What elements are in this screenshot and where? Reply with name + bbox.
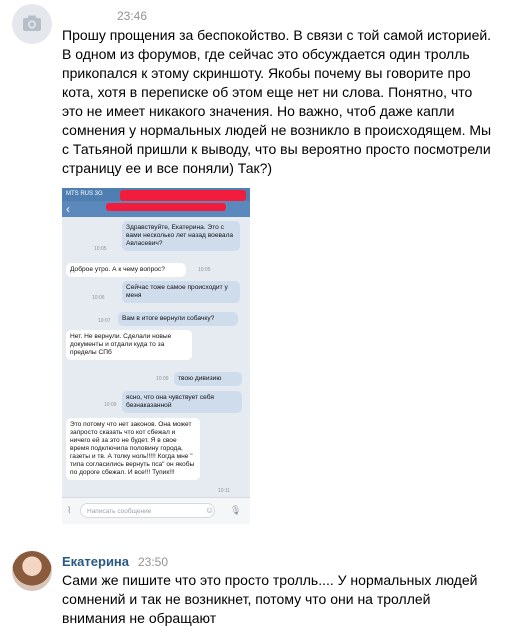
chat-bubble-out: Здравствуйте, Екатерина. Это с вами несколько лет назад воевала Авласевич? xyxy=(122,221,240,251)
chat-bubble-out: Вам в итоге вернули собачку? xyxy=(118,312,238,326)
message-author[interactable]: Екатерина xyxy=(62,554,130,569)
chevron-left-icon: ‹ xyxy=(66,202,70,216)
mic-icon: 🎙 xyxy=(230,505,242,515)
chat-bubble-in: Это потому что нет законов. Она может запросто сказать что кот сбежал и ничего ей за это не будет. Я в свое время подключила половину города, газеты и тв. А толку ноль!!!!! Когда мне " типа согласились вернуть пса" он якобы по дороге сбежал. И все!!! Тупик!!! xyxy=(66,418,200,480)
chat-bubble-time: 10:05 xyxy=(94,246,107,252)
chat-bubble-time: 10:05 xyxy=(198,267,211,273)
attached-screenshot[interactable] xyxy=(62,188,250,524)
redaction-mark xyxy=(106,203,226,211)
chat-bubble-time: 10:06 xyxy=(92,295,105,301)
carrier-label: MTS RUS 3G xyxy=(66,191,103,197)
chat-bubble-in: Доброе утро. А к чему вопрос? xyxy=(66,263,186,277)
chat-bubble-time: 10:09 xyxy=(104,402,117,408)
smile-icon: ☺ xyxy=(205,505,215,515)
camera-icon xyxy=(12,4,52,44)
message-text: Сами же пишите что это просто тролль.... У нормальных людей сомнений и так не возникнет, потому что они на троллей внимания не обращают xyxy=(62,572,478,626)
message-input: Написать сообщение xyxy=(80,503,215,518)
paperclip-icon: ⌇ xyxy=(67,505,72,515)
chat-bubble-out: Сейчас тоже самое происходит у меня xyxy=(122,281,240,303)
chat-bubble-out: твою дивизию xyxy=(174,372,242,386)
phone-input-bar xyxy=(62,497,250,524)
chat-bubble-out: ясно, что она чувствует себя безнаказанной xyxy=(122,391,242,413)
chat-bubble-time: 10:11 xyxy=(218,488,231,494)
message-2 xyxy=(0,545,505,641)
avatar[interactable] xyxy=(12,551,52,591)
message-text: Прошу прощения за беспокойство. В связи с той самой историей. В одном из форумов, где сейчас это обсуждается один тролль прикопался к этому скриншоту. Якобы почему вы говорите про кота, хотя в переписке об этом еще нет ни слова. Понятно, что это не имеет никакого значения. Но важно, чтоб даже капли сомнения у нормальных людей не возникло в происходящем. Мы с Татьяной пришли к выводу, что вы вероятно просто посмотрели страницу ее и все поняли) Так?) xyxy=(62,27,492,176)
chat-bubble-time: 10:07 xyxy=(98,318,111,324)
redaction-mark xyxy=(120,190,246,201)
message-time[interactable]: 23:50 xyxy=(138,555,169,569)
chat-bubble-time: 10:09 xyxy=(156,376,169,382)
chat-bubble-in: Нет. Не вернули. Сделали новые документы и отдали куда то за пределы СПб xyxy=(66,330,192,360)
camera-avatar[interactable] xyxy=(12,4,52,44)
message-time[interactable]: 23:46 xyxy=(117,9,148,23)
